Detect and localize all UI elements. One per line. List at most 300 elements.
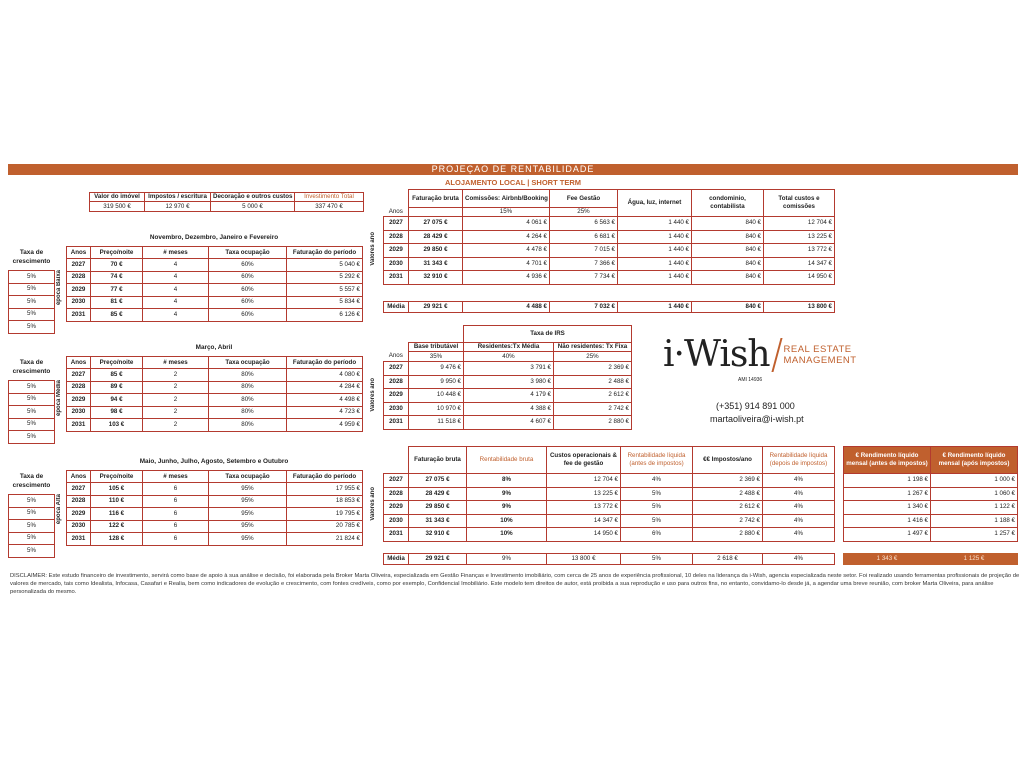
costs-cell: 2030	[384, 257, 409, 271]
returns-media-cell: 4%	[763, 554, 835, 565]
season-cell: 2	[143, 406, 209, 419]
returns-cell: 2 612 €	[693, 501, 763, 515]
season-cell: 2030	[67, 406, 91, 419]
anos-label: Anos	[388, 352, 403, 360]
table-row	[67, 309, 363, 322]
costs-cell: 29 850 €	[409, 244, 463, 258]
season-cell: 89 €	[91, 381, 143, 394]
growth-label	[8, 248, 55, 266]
costs-cell: 2027	[384, 217, 409, 231]
fee-rate: 25%	[550, 208, 618, 217]
costs-cell: 2031	[384, 271, 409, 285]
season-cell: 2	[143, 369, 209, 382]
costs-cell: 27 075 €	[409, 217, 463, 231]
season-cell: 5 040 €	[287, 259, 363, 272]
monthly-media-value: 1 125 €	[931, 554, 1018, 565]
irs-cell: 4 607 €	[464, 416, 554, 430]
table-row	[384, 402, 632, 416]
costs-cell: 2029	[384, 244, 409, 258]
costs-cell: 1 440 €	[618, 217, 692, 231]
table-row	[384, 487, 835, 501]
costs-cell: 7 366 €	[550, 257, 618, 271]
monthly-cell: 1 122 €	[931, 501, 1018, 515]
growth-value: 5%	[9, 418, 55, 431]
irs-rate: 35%	[409, 352, 464, 362]
commission-rate: 15%	[463, 208, 550, 217]
costs-cell: 14 950 €	[764, 271, 835, 285]
ami-number: AMI 14936	[738, 377, 763, 383]
table-row	[844, 474, 1018, 488]
returns-cell: 10%	[467, 514, 547, 528]
valores-ano-label: Valores ano	[370, 487, 376, 521]
season-header: Anos	[67, 247, 91, 259]
returns-media-cell: 9%	[467, 554, 547, 565]
irs-cell: 2031	[384, 416, 409, 430]
season-header: Taxa ocupação	[209, 471, 287, 483]
costs-cell: 31 343 €	[409, 257, 463, 271]
season-cell: 5 292 €	[287, 271, 363, 284]
season-header: # meses	[143, 247, 209, 259]
growth-value: 5%	[9, 520, 55, 533]
season-cell: 2028	[67, 381, 91, 394]
table-row	[67, 394, 363, 407]
returns-cell: 5%	[621, 501, 693, 515]
costs-cell: 840 €	[692, 257, 764, 271]
returns-cell: 4%	[763, 514, 835, 528]
table-row	[384, 514, 835, 528]
season-header: Preço/noite	[91, 471, 143, 483]
season-cell: 2030	[67, 520, 91, 533]
season-cell: 60%	[209, 296, 287, 309]
growth-value: 5%	[9, 271, 55, 284]
irs-cell: 2027	[384, 362, 409, 376]
table-row	[844, 514, 1018, 528]
irs-cell: 2 880 €	[554, 416, 632, 430]
returns-header: Faturação bruta	[409, 447, 467, 474]
season-cell: 2027	[67, 259, 91, 272]
monthly-cell: 1 497 €	[844, 528, 931, 542]
season-cell: 4	[143, 259, 209, 272]
monthly-media-value: 1 343 €	[844, 554, 931, 565]
season-cell: 116 €	[91, 508, 143, 521]
season-cell: 2031	[67, 419, 91, 432]
irs-cell: 2 742 €	[554, 402, 632, 416]
season-cell: 2027	[67, 369, 91, 382]
costs-media-cell: 29 921 €	[409, 302, 463, 313]
returns-cell: 2027	[384, 474, 409, 488]
season-caption: Novembro, Dezembro, Janeiro e Fevereiro	[149, 234, 279, 241]
season-header: Faturação do período	[287, 357, 363, 369]
returns-media-cell: 2 618 €	[693, 554, 763, 565]
season-header: # meses	[143, 357, 209, 369]
returns-cell: 9%	[467, 487, 547, 501]
returns-cell: 4%	[763, 487, 835, 501]
growth-value: 5%	[9, 283, 55, 296]
monthly-cell: 1 267 €	[844, 487, 931, 501]
costs-cell: 1 440 €	[618, 257, 692, 271]
table-row	[384, 389, 632, 403]
contact-email[interactable]: martaoliveira@i-wish.pt	[710, 414, 804, 424]
investment-header: Impostos / escritura	[145, 193, 211, 202]
season-cell: 18 853 €	[287, 495, 363, 508]
investment-header: Decoração e outros custos	[211, 193, 295, 202]
table-row	[67, 483, 363, 496]
table-row	[384, 528, 835, 542]
irs-rate: 40%	[464, 352, 554, 362]
growth-label-line: Taxa de	[19, 473, 44, 480]
monthly-header: € Rendimento líquido mensal (após impostos)	[931, 447, 1018, 474]
costs-media-cell: 840 €	[692, 302, 764, 313]
table-row	[384, 501, 835, 515]
returns-media-cell: 13 800 €	[547, 554, 621, 565]
season-cell: 6 126 €	[287, 309, 363, 322]
returns-media-cell: Média	[384, 554, 409, 565]
growth-label	[8, 358, 55, 376]
table-row	[67, 520, 363, 533]
season-cell: 4 284 €	[287, 381, 363, 394]
returns-cell: 5%	[621, 487, 693, 501]
brand-block	[663, 335, 857, 383]
growth-value: 5%	[9, 507, 55, 520]
returns-cell: 2 742 €	[693, 514, 763, 528]
growth-label-line: crescimento	[12, 482, 51, 489]
table-row	[67, 284, 363, 297]
costs-cell: 2028	[384, 230, 409, 244]
season-cell: 6	[143, 483, 209, 496]
returns-cell: 12 704 €	[547, 474, 621, 488]
monthly-cell: 1 060 €	[931, 487, 1018, 501]
season-cell: 17 955 €	[287, 483, 363, 496]
returns-cell: 14 950 €	[547, 528, 621, 542]
growth-value: 5%	[9, 545, 55, 558]
costs-cell: 840 €	[692, 230, 764, 244]
costs-cell: 4 061 €	[463, 217, 550, 231]
costs-header: Comissões: Airbnb/Booking	[463, 190, 550, 208]
costs-media-table	[383, 301, 835, 313]
season-cell: 60%	[209, 309, 287, 322]
season-cell: 85 €	[91, 309, 143, 322]
table-row	[67, 259, 363, 272]
table-row	[67, 296, 363, 309]
season-cell: 80%	[209, 419, 287, 432]
irs-header: Não residentes: Tx Fixa	[554, 343, 632, 352]
season-cell: 94 €	[91, 394, 143, 407]
season-cell: 2029	[67, 284, 91, 297]
season-cell: 4	[143, 309, 209, 322]
season-cell: 2029	[67, 508, 91, 521]
irs-cell: 2 612 €	[554, 389, 632, 403]
growth-value: 5%	[9, 532, 55, 545]
season-cell: 4 080 €	[287, 369, 363, 382]
returns-cell: 4%	[763, 474, 835, 488]
returns-table	[383, 446, 835, 542]
season-header: Anos	[67, 471, 91, 483]
growth-label-line: Taxa de	[19, 249, 44, 256]
costs-cell: 13 225 €	[764, 230, 835, 244]
season-cell: 2031	[67, 309, 91, 322]
irs-cell: 10 448 €	[409, 389, 464, 403]
growth-label-line: crescimento	[12, 368, 51, 375]
growth-table	[8, 270, 55, 334]
costs-table	[383, 189, 835, 285]
season-cell: 2027	[67, 483, 91, 496]
season-cell: 110 €	[91, 495, 143, 508]
monthly-media-table	[843, 553, 1018, 565]
returns-header: Rentabilidade líquida (antes de impostos)	[621, 447, 693, 474]
costs-cell: 4 264 €	[463, 230, 550, 244]
costs-cell: 1 440 €	[618, 244, 692, 258]
page-title: PROJEÇAO DE RENTABILIDADE	[8, 164, 1018, 175]
season-cell: 6	[143, 520, 209, 533]
costs-cell: 4 701 €	[463, 257, 550, 271]
brand-tagline: REAL ESTATE	[783, 344, 852, 355]
returns-header: Rentabilidade líquida (depois de impostos)	[763, 447, 835, 474]
season-cell: 5 557 €	[287, 284, 363, 297]
returns-cell: 14 347 €	[547, 514, 621, 528]
growth-value: 5%	[9, 296, 55, 309]
irs-cell: 10 970 €	[409, 402, 464, 416]
costs-cell: 840 €	[692, 271, 764, 285]
investment-value: 337 470 €	[295, 202, 364, 212]
investment-value: 5 000 €	[211, 202, 295, 212]
season-cell: 20 785 €	[287, 520, 363, 533]
table-row	[67, 381, 363, 394]
valores-ano-label: Valores ano	[370, 378, 376, 412]
costs-header: condominio, contabilista	[692, 190, 764, 217]
season-cell: 70 €	[91, 259, 143, 272]
table-row	[844, 528, 1018, 542]
returns-media-cell: 5%	[621, 554, 693, 565]
contact-phone: (+351) 914 891 000	[716, 401, 795, 411]
monthly-cell: 1 198 €	[844, 474, 931, 488]
season-label: época Média	[56, 380, 62, 417]
season-label: época Baixa	[56, 270, 62, 306]
costs-header: Água, luz, internet	[618, 190, 692, 217]
returns-header: €€ Impostos/ano	[693, 447, 763, 474]
monthly-header: € Rendimento líquido mensal (antes de impostos)	[844, 447, 931, 474]
table-row	[67, 406, 363, 419]
monthly-cell: 1 416 €	[844, 514, 931, 528]
season-cell: 122 €	[91, 520, 143, 533]
irs-table	[383, 325, 632, 430]
irs-cell: 4 179 €	[464, 389, 554, 403]
costs-cell: 1 440 €	[618, 230, 692, 244]
table-row	[384, 416, 632, 430]
costs-cell: 840 €	[692, 244, 764, 258]
season-cell: 80%	[209, 394, 287, 407]
season-cell: 128 €	[91, 533, 143, 546]
returns-cell: 2030	[384, 514, 409, 528]
season-header: Taxa ocupação	[209, 357, 287, 369]
returns-cell: 10%	[467, 528, 547, 542]
costs-cell: 28 429 €	[409, 230, 463, 244]
costs-media-cell: 7 032 €	[550, 302, 618, 313]
costs-cell: 1 440 €	[618, 271, 692, 285]
returns-cell: 29 850 €	[409, 501, 467, 515]
returns-cell: 31 343 €	[409, 514, 467, 528]
irs-cell: 2028	[384, 375, 409, 389]
costs-header: Faturação bruta	[409, 190, 463, 208]
costs-cell: 6 681 €	[550, 230, 618, 244]
costs-media-cell: 13 800 €	[764, 302, 835, 313]
returns-cell: 5%	[621, 514, 693, 528]
growth-table	[8, 380, 55, 444]
table-row	[384, 271, 835, 285]
season-table	[66, 246, 363, 322]
irs-title: Taxa de IRS	[464, 326, 632, 343]
season-cell: 105 €	[91, 483, 143, 496]
iwish-logo: i·Wish	[663, 334, 770, 375]
returns-cell: 9%	[467, 501, 547, 515]
season-header: Preço/noite	[91, 357, 143, 369]
table-row	[67, 495, 363, 508]
season-cell: 80%	[209, 381, 287, 394]
returns-cell: 4%	[763, 501, 835, 515]
season-caption: Maio, Junho, Julho, Agosto, Setembro e Outubro	[139, 458, 289, 465]
season-cell: 74 €	[91, 271, 143, 284]
season-cell: 4	[143, 271, 209, 284]
returns-cell: 2 880 €	[693, 528, 763, 542]
season-cell: 2031	[67, 533, 91, 546]
growth-label-line: Taxa de	[19, 359, 44, 366]
irs-cell: 3 980 €	[464, 375, 554, 389]
season-cell: 5 834 €	[287, 296, 363, 309]
costs-cell: 6 563 €	[550, 217, 618, 231]
growth-value: 5%	[9, 381, 55, 394]
season-cell: 4 498 €	[287, 394, 363, 407]
investment-table	[89, 192, 364, 212]
returns-media-cell: 29 921 €	[409, 554, 467, 565]
season-header: Faturação do período	[287, 471, 363, 483]
season-cell: 2028	[67, 271, 91, 284]
costs-media-cell: Média	[384, 302, 409, 313]
table-row	[67, 533, 363, 546]
growth-value: 5%	[9, 321, 55, 334]
season-label: época Alta	[56, 494, 62, 525]
season-header: Taxa ocupação	[209, 247, 287, 259]
investment-value: 12 970 €	[145, 202, 211, 212]
irs-cell: 2 488 €	[554, 375, 632, 389]
growth-value: 5%	[9, 406, 55, 419]
season-cell: 4 723 €	[287, 406, 363, 419]
returns-cell: 13 772 €	[547, 501, 621, 515]
monthly-table	[843, 446, 1018, 542]
season-cell: 95%	[209, 508, 287, 521]
table-row	[844, 487, 1018, 501]
irs-cell: 11 518 €	[409, 416, 464, 430]
investment-header: Valor do imóvel	[90, 193, 145, 202]
costs-cell: 13 772 €	[764, 244, 835, 258]
season-header: Preço/noite	[91, 247, 143, 259]
growth-value: 5%	[9, 393, 55, 406]
irs-cell: 3 791 €	[464, 362, 554, 376]
costs-cell: 7 734 €	[550, 271, 618, 285]
returns-cell: 2029	[384, 501, 409, 515]
season-cell: 95%	[209, 520, 287, 533]
season-header: Anos	[67, 357, 91, 369]
returns-cell: 8%	[467, 474, 547, 488]
table-row	[384, 257, 835, 271]
table-row	[67, 419, 363, 432]
costs-cell: 4 478 €	[463, 244, 550, 258]
table-row	[67, 508, 363, 521]
growth-table	[8, 494, 55, 558]
season-cell: 2	[143, 419, 209, 432]
table-row	[384, 230, 835, 244]
season-cell: 80%	[209, 406, 287, 419]
returns-cell: 2 369 €	[693, 474, 763, 488]
table-row	[844, 501, 1018, 515]
returns-cell: 2 488 €	[693, 487, 763, 501]
investment-header: Investimento Total	[295, 193, 364, 202]
season-cell: 85 €	[91, 369, 143, 382]
returns-cell: 28 429 €	[409, 487, 467, 501]
season-caption: Março, Abril	[195, 344, 233, 351]
table-row	[384, 474, 835, 488]
costs-cell: 4 936 €	[463, 271, 550, 285]
growth-label	[8, 472, 55, 490]
monthly-cell: 1 340 €	[844, 501, 931, 515]
monthly-cell: 1 000 €	[931, 474, 1018, 488]
table-row	[384, 375, 632, 389]
season-cell: 2028	[67, 495, 91, 508]
costs-header: Total custos e comissões	[764, 190, 835, 217]
page-subtitle: ALOJAMENTO LOCAL | SHORT TERM	[445, 178, 581, 187]
costs-cell: 840 €	[692, 217, 764, 231]
returns-media-table	[383, 553, 835, 565]
costs-header: Fee Gestão	[550, 190, 618, 208]
season-cell: 4	[143, 296, 209, 309]
season-header: # meses	[143, 471, 209, 483]
irs-header: Base tributável	[409, 343, 464, 352]
season-cell: 2030	[67, 296, 91, 309]
table-row	[67, 369, 363, 382]
season-cell: 95%	[209, 483, 287, 496]
growth-value: 5%	[9, 308, 55, 321]
costs-cell: 32 910 €	[409, 271, 463, 285]
returns-cell: 2028	[384, 487, 409, 501]
season-header: Faturação do período	[287, 247, 363, 259]
returns-cell: 4%	[621, 474, 693, 488]
returns-cell: 27 075 €	[409, 474, 467, 488]
table-row	[384, 244, 835, 258]
valores-ano-label: Valores ano	[370, 232, 376, 266]
season-cell: 60%	[209, 259, 287, 272]
table-row	[67, 271, 363, 284]
season-cell: 60%	[209, 271, 287, 284]
season-cell: 4	[143, 284, 209, 297]
table-row	[384, 217, 835, 231]
irs-cell: 9 476 €	[409, 362, 464, 376]
season-cell: 81 €	[91, 296, 143, 309]
season-cell: 95%	[209, 495, 287, 508]
returns-cell: 32 910 €	[409, 528, 467, 542]
monthly-cell: 1 257 €	[931, 528, 1018, 542]
returns-cell: 6%	[621, 528, 693, 542]
season-cell: 103 €	[91, 419, 143, 432]
season-cell: 2	[143, 381, 209, 394]
irs-cell: 2029	[384, 389, 409, 403]
returns-cell: 2031	[384, 528, 409, 542]
season-cell: 6	[143, 533, 209, 546]
returns-header: Rentabilidade bruta	[467, 447, 547, 474]
growth-label-line: crescimento	[12, 258, 51, 265]
irs-cell: 2030	[384, 402, 409, 416]
irs-header: Residentes:Tx Média	[464, 343, 554, 352]
season-cell: 98 €	[91, 406, 143, 419]
growth-value: 5%	[9, 431, 55, 444]
irs-cell: 2 369 €	[554, 362, 632, 376]
